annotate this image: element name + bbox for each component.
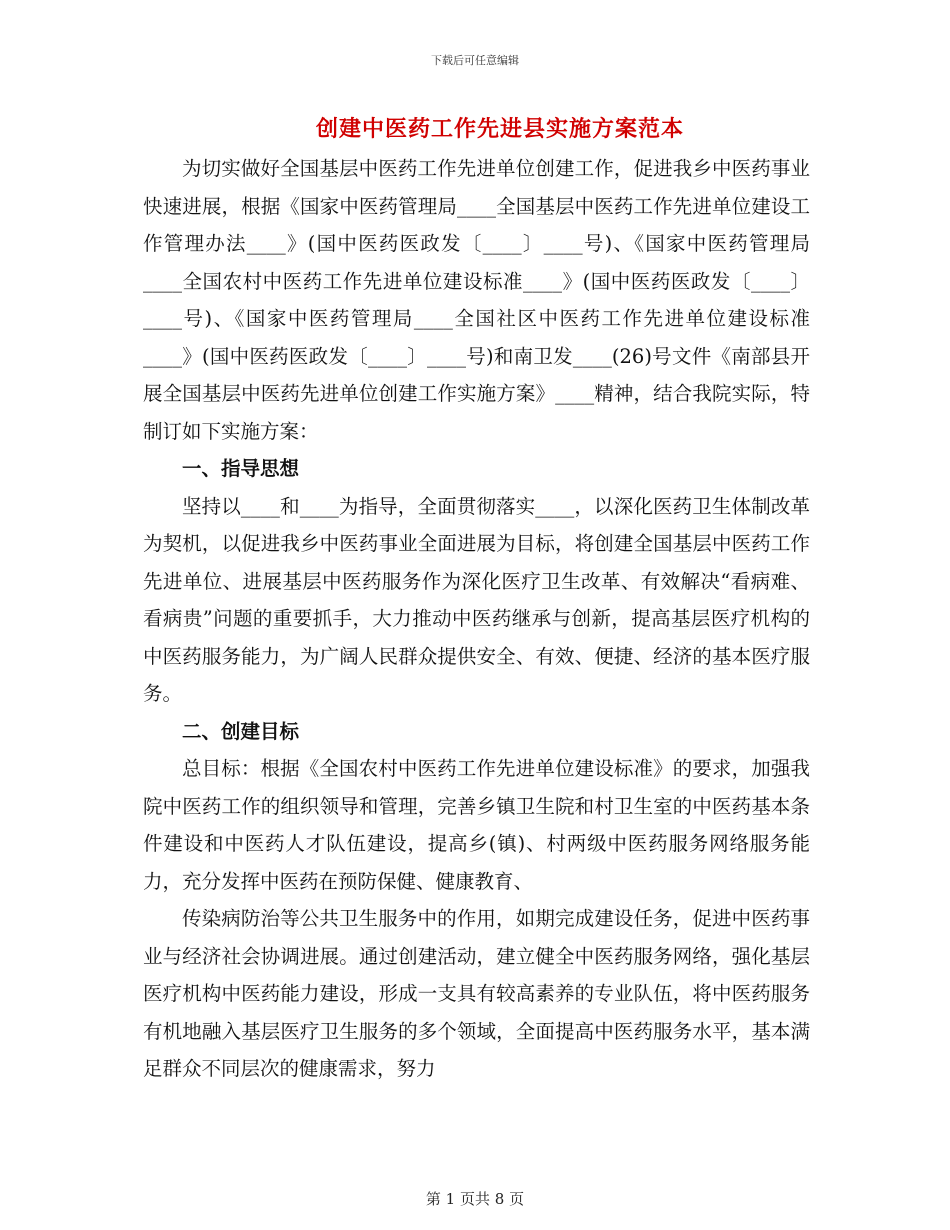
section-paragraph: 坚持以____和____为指导，全面贯彻落实____，以深化医药卫生体制改革为契机，以促进我乡中医药事业全面进展为目标，将创建全国基层中医药工作先进单位、进展基层中医药服务作为深化医疗卫生改革、有效解决“看病难、看病贵”问题的重要抓手，大力推动中医药继承与创新，提高基层医疗机构的中医药服务能力，为广阔人民群众提供安全、有效、便捷、经济的基本医疗服务。 bbox=[143, 494, 810, 705]
section-paragraph: 传染病防治等公共卫生服务中的作用，如期完成建设任务，促进中医药事业与经济社会协调进展。通过创建活动，建立健全中医药服务网络，强化基层医疗机构中医药能力建设，形成一支具有较高素养的专业队伍，将中医药服务有机地融入基层医疗卫生服务的多个领域，全面提高中医药服务水平，基本满足群众不同层次的健康需求，努力 bbox=[143, 907, 810, 1080]
section-heading-goals: 二、创建目标 bbox=[182, 719, 300, 743]
section-paragraph: 总目标：根据《全国农村中医药工作先进单位建设标准》的要求，加强我院中医药工作的组织领导和管理，完善乡镇卫生院和村卫生室的中医药基本条件建设和中医药人才队伍建设，提高乡(镇)、村两级中医药服务网络服务能力，充分发挥中医药在预防保健、健康教育、 bbox=[143, 757, 810, 893]
intro-paragraph: 为切实做好全国基层中医药工作先进单位创建工作，促进我乡中医药事业快速进展，根据《国家中医药管理局____全国基层中医药工作先进单位建设工作管理办法____》(国中医药医政发〔____〕____号)、《国家中医药管理局____全国农村中医药工作先进单位建设标准____》(国中医药医政发〔____〕____号)、《国家中医药管理局____全国社区中医药工作先进单位建设标准____》(国中医药医政发〔____〕____号)和南卫发____(26)号文件《南部县开展全国基层中医药先进单位创建工作实施方案》____精神，结合我院实际，特制订如下实施方案： bbox=[143, 157, 810, 443]
document-title: 创建中医药工作先进县实施方案范本 bbox=[315, 116, 684, 142]
document-body bbox=[143, 150, 810, 1088]
section-heading-guiding-ideology: 一、指导思想 bbox=[182, 457, 300, 480]
page-footer: 第 1 页共 8 页 bbox=[425, 1190, 525, 1208]
page-header: 下载后可任意编辑 bbox=[431, 54, 519, 67]
